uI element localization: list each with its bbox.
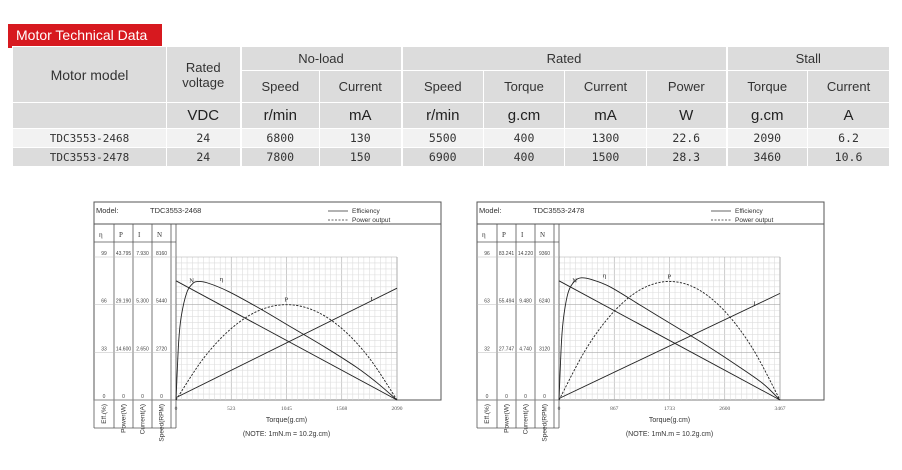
legend-power-label: Power output [352, 217, 391, 224]
chart-svg [92, 200, 442, 445]
curve-label: N [189, 277, 194, 285]
column-axis-label: Eff.(%) [484, 404, 491, 424]
header-noload-speed: Speed [241, 71, 320, 103]
cell-value: 6800 [241, 129, 320, 148]
scale-value: 5440 [155, 298, 168, 305]
cell-model: TDC3553-2468 [13, 129, 167, 148]
model-name: TDC3553-2478 [533, 206, 585, 215]
model-label: Model: [479, 206, 502, 215]
unit-cell: g.cm [484, 103, 565, 129]
scale-value: 0 [543, 394, 546, 400]
header-stall: Stall [727, 47, 890, 71]
chart-note: (NOTE: 1mN.m = 10.2g.cm) [242, 431, 331, 438]
model-name: TDC3553-2468 [150, 206, 202, 215]
cell-value: 3460 [727, 148, 808, 167]
table-row [13, 129, 890, 148]
unit-cell: g.cm [727, 103, 808, 129]
cell-value: 1300 [565, 129, 647, 148]
legend-power-label: Power output [735, 217, 774, 224]
curve-label: η [219, 276, 224, 283]
unit-blank [13, 103, 167, 129]
header-rated-voltage: Rated voltage [167, 47, 241, 103]
scale-value: 5.300 [136, 298, 149, 305]
column-head: P [119, 231, 123, 239]
section-title-bar [8, 24, 162, 48]
scale-value: 0 [505, 394, 508, 400]
unit-cell: r/min [241, 103, 320, 129]
scale-value: 0 [141, 394, 144, 400]
x-axis-label: Torque(g.cm) [648, 417, 691, 424]
header-noload-current: Current [320, 71, 402, 103]
column-head: I [138, 231, 141, 239]
scale-value: 9360 [538, 251, 551, 257]
cell-value: 130 [320, 129, 402, 148]
unit-cell: r/min [402, 103, 484, 129]
header-motor-model: Motor model [13, 47, 167, 103]
cell-value: 1500 [565, 148, 647, 167]
column-axis-label: Power(W) [120, 404, 128, 433]
cell-value: 7800 [241, 148, 320, 167]
cell-value: 150 [320, 148, 402, 167]
curve-label: N [572, 277, 577, 285]
scale-value: 33 [101, 346, 107, 353]
legend-efficiency-label: Efficiency [352, 208, 380, 215]
x-tick-label: 523 [227, 406, 236, 412]
header-rated-current: Current [565, 71, 647, 103]
scale-value: 8160 [155, 251, 168, 257]
cell-value: 24 [167, 129, 241, 148]
cell-value: 400 [484, 129, 565, 148]
cell-value: 5500 [402, 129, 484, 148]
motor-spec-table [12, 46, 890, 167]
scale-value: 9.480 [519, 298, 532, 305]
column-axis-label: Current(A) [139, 404, 147, 435]
unit-cell: W [647, 103, 727, 129]
column-axis-label: Speed(RPM) [158, 404, 166, 442]
column-head: I [521, 231, 524, 239]
unit-cell: A [808, 103, 890, 129]
section-title: Motor Technical Data [16, 27, 148, 43]
cell-model: TDC3553-2478 [13, 148, 167, 167]
curve-label: I [370, 295, 373, 303]
cell-value: 28.3 [647, 148, 727, 167]
header-rated-power: Power [647, 71, 727, 103]
scale-value: 99 [101, 251, 107, 257]
x-tick-label: 1568 [336, 406, 348, 412]
scale-value: 0 [485, 394, 489, 400]
scale-value: 0 [160, 394, 163, 400]
x-tick-label: 0 [174, 406, 178, 412]
x-tick-label: 1045 [281, 406, 292, 412]
cell-value: 22.6 [647, 129, 727, 148]
scale-value: 63 [484, 298, 490, 305]
performance-chart-tdc3553-2468 [92, 200, 442, 445]
header-rated-speed: Speed [402, 71, 484, 103]
scale-value: 2720 [155, 346, 168, 353]
unit-cell: mA [320, 103, 402, 129]
x-tick-label: 2600 [719, 406, 731, 412]
cell-value: 6900 [402, 148, 484, 167]
x-tick-label: 2090 [391, 406, 403, 412]
curve-label: P [667, 273, 672, 281]
header-rated-torque: Torque [484, 71, 565, 103]
cell-value: 24 [167, 148, 241, 167]
x-axis-label: Torque(g.cm) [265, 417, 308, 424]
scale-value: 6240 [538, 298, 551, 305]
column-head: P [502, 231, 506, 239]
x-tick-label: 867 [610, 406, 619, 412]
scale-value: 14.600 [115, 346, 132, 353]
header-stall-torque: Torque [727, 71, 808, 103]
column-head: η [482, 231, 486, 239]
legend-efficiency-label: Efficiency [735, 208, 763, 215]
header-rated: Rated [402, 47, 727, 71]
cell-value: 6.2 [808, 129, 890, 148]
column-axis-label: Eff.(%) [101, 404, 108, 424]
x-tick-label: 3467 [774, 406, 786, 412]
scale-value: 27.747 [498, 346, 515, 353]
curve-label: I [753, 300, 756, 308]
scale-value: 83.241 [498, 251, 515, 257]
scale-value: 29.190 [115, 298, 132, 305]
scale-value: 0 [102, 394, 106, 400]
scale-value: 66 [101, 298, 107, 305]
chart-svg [475, 200, 825, 445]
chart-note: (NOTE: 1mN.m = 10.2g.cm) [625, 431, 714, 438]
scale-value: 0 [524, 394, 527, 400]
x-tick-label: 1733 [664, 406, 675, 412]
scale-value: 96 [484, 251, 490, 257]
scale-value: 55.494 [498, 298, 515, 305]
scale-value: 32 [484, 346, 490, 353]
column-head: N [540, 231, 546, 239]
header-stall-current: Current [808, 71, 890, 103]
scale-value: 0 [122, 394, 125, 400]
column-head: η [99, 231, 103, 239]
column-axis-label: Speed(RPM) [541, 404, 549, 442]
cell-value: 2090 [727, 129, 808, 148]
table-row [13, 148, 890, 167]
scale-value: 43.795 [115, 251, 132, 257]
column-axis-label: Current(A) [522, 404, 530, 435]
x-tick-label: 0 [557, 406, 561, 412]
performance-chart-tdc3553-2478 [475, 200, 825, 445]
scale-value: 14.220 [517, 251, 534, 257]
curve-label: P [284, 296, 289, 304]
unit-cell: VDC [167, 103, 241, 129]
curve-label: η [602, 272, 607, 280]
scale-value: 7.930 [136, 251, 149, 257]
unit-cell: mA [565, 103, 647, 129]
model-label: Model: [96, 206, 119, 215]
scale-value: 3120 [538, 346, 551, 353]
column-head: N [157, 231, 163, 239]
cell-value: 400 [484, 148, 565, 167]
cell-value: 10.6 [808, 148, 890, 167]
header-noload: No-load [241, 47, 402, 71]
column-axis-label: Power(W) [503, 404, 511, 433]
scale-value: 2.650 [136, 346, 149, 353]
scale-value: 4.740 [519, 346, 532, 353]
